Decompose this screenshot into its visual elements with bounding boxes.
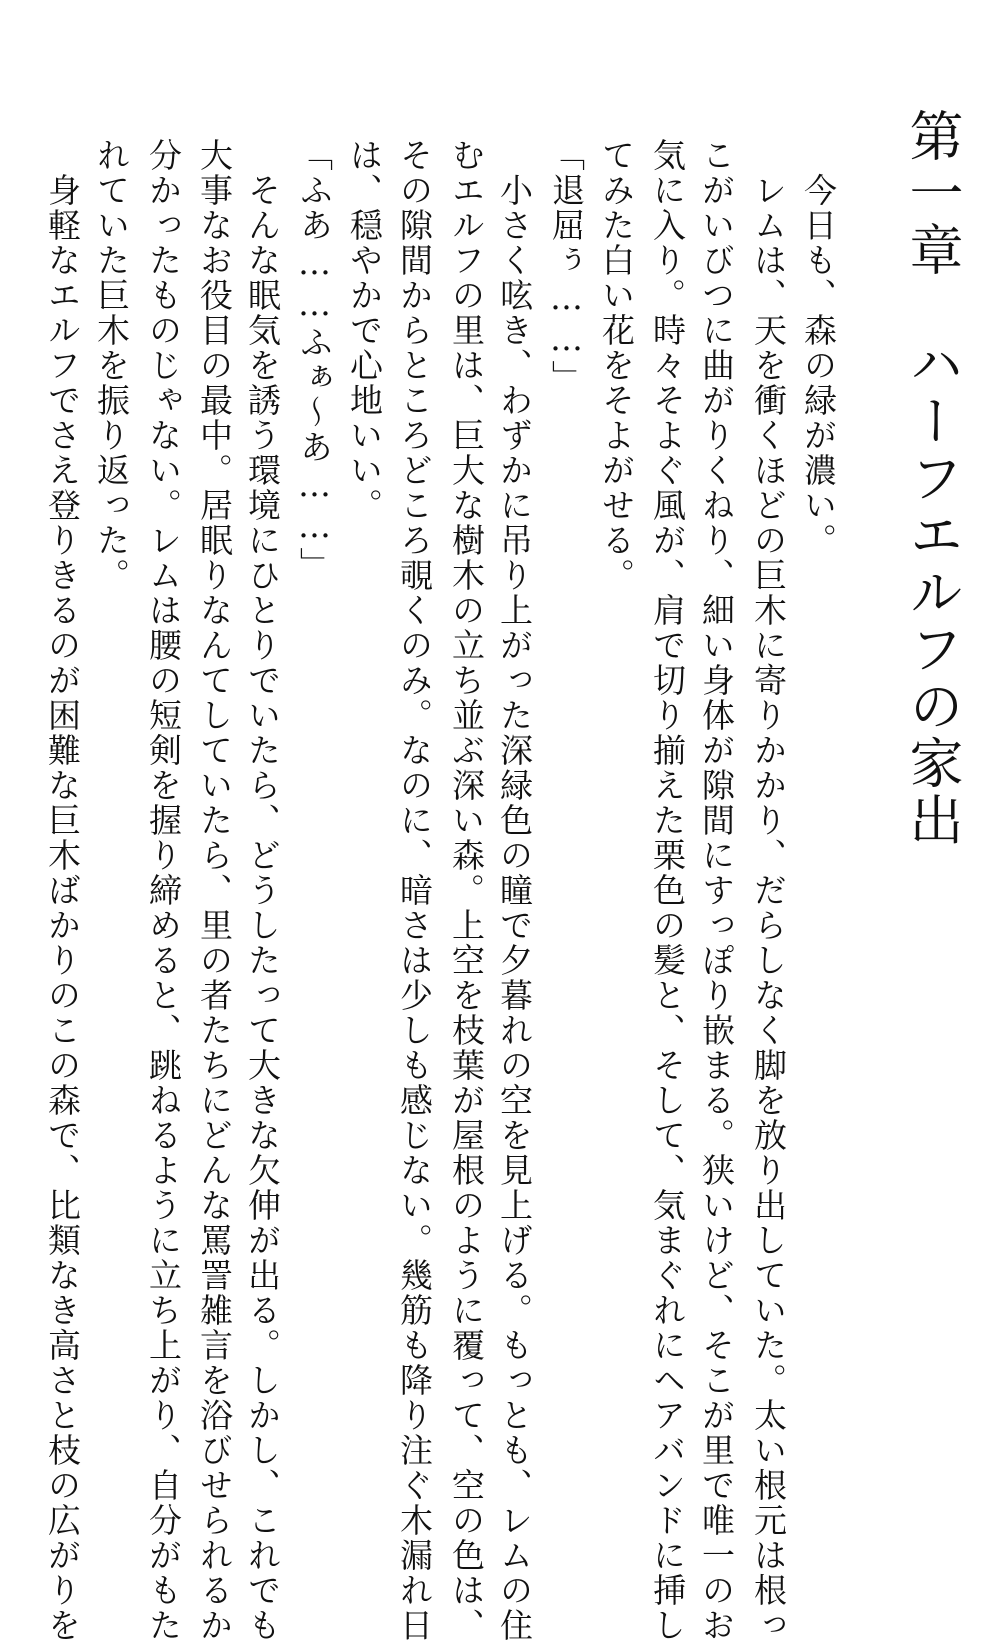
text-column-4: 気に入り。時々そよぐ風が、肩で切り揃えた栗色の髪と、そして、気まぐれにヘアバンドに挿し (648, 138, 687, 1643)
text-column-12: そんな眠気を誘う環境にひとりでいたら、どうしたって大きな欠伸が出る。しかし、これでも (243, 138, 282, 1643)
text-column-3: こがいびつに曲がりくねり、細い身体が隙間にすっぽり嵌まる。狭いけど、そこが里で唯一のお (697, 138, 736, 1643)
text-column-6: 「退屈ぅ……」 (547, 138, 586, 395)
text-column-1: 今日も、森の緑が濃い。 (799, 138, 838, 558)
text-column-10: は、穏やかで心地いい。 (345, 138, 384, 523)
text-column-16: 身軽なエルフでさえ登りきるのが困難な巨木ばかりのこの森で、比類なき高さと枝の広がりを (43, 138, 82, 1643)
chapter-title: 第一章 ハーフエルフの家出 (901, 108, 964, 849)
text-column-14: 分かったものじゃない。レムは腰の短剣を握り締めると、跳ねるように立ち上がり、自分がもた (144, 138, 183, 1643)
text-column-13: 大事なお役目の最中。居眠りなんてしていたら、里の者たちにどんな罵詈雑言を浴びせられるか (195, 138, 234, 1643)
text-column-7: 小さく呟き、わずかに吊り上がった深緑色の瞳で夕暮れの空を見上げる。もっとも、レムの住 (495, 138, 534, 1643)
text-column-8: むエルフの里は、巨大な樹木の立ち並ぶ深い森。上空を枝葉が屋根のように覆って、空の色は、 (447, 138, 486, 1643)
text-column-11: 「ふあ……ふぁ～あ……」 (295, 138, 334, 582)
text-column-15: れていた巨木を振り返った。 (92, 138, 131, 593)
text-column-2: レムは、天を衝くほどの巨木に寄りかかり、だらしなく脚を放り出していた。太い根元は根っ (749, 138, 788, 1643)
text-column-9: その隙間からところどころ覗くのみ。なのに、暗さは少しも感じない。幾筋も降り注ぐ木漏れ日 (395, 138, 434, 1643)
text-column-5: てみた白い花をそよがせる。 (597, 138, 636, 593)
